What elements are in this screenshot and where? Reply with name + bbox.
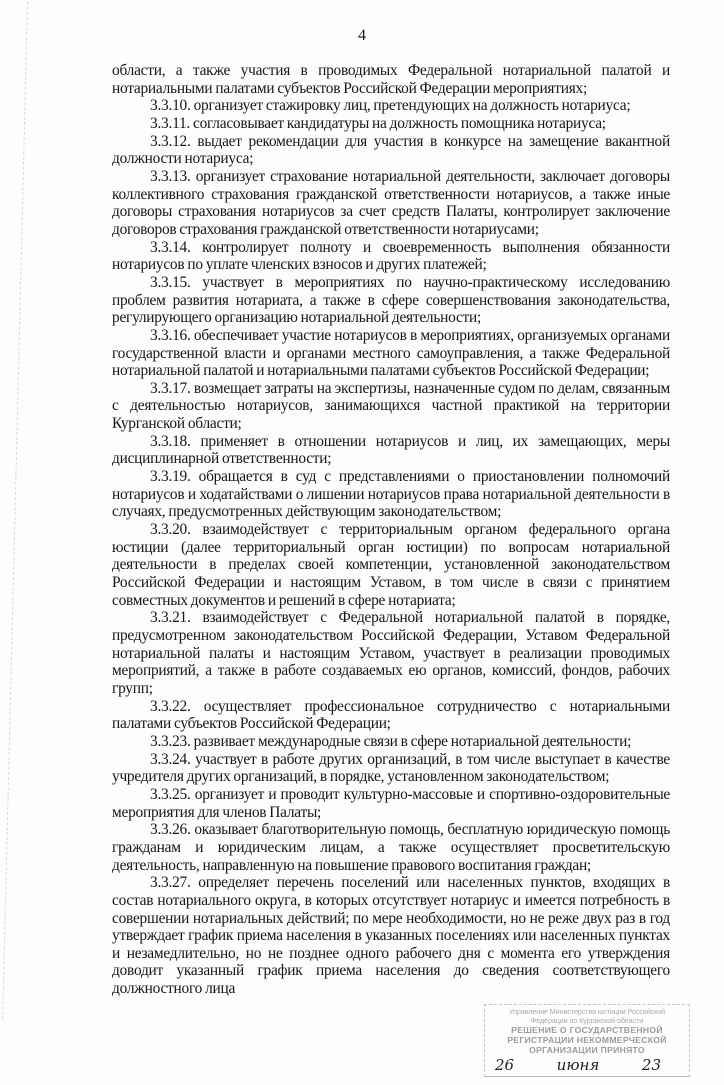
stamp-area: [0, 998, 724, 1085]
stamp-decision-line-2: РЕГИСТРАЦИИ НЕКОММЕРЧЕСКОЙ: [507, 1034, 667, 1045]
paragraph-3-3-21: 3.3.21. взаимодействует с Федеральной нотариальной палатой в порядке, предусмотренном законодательством Российской Федерации, Уставом Федеральной нотариальной палаты и настоящим Уставом, участвует в реализации проводимых мероприятий, а также в работе создаваемых ею органов, комиссий, фондов, рабочих групп;: [112, 609, 670, 697]
paragraph-3-3-25: 3.3.25. организует и проводит культурно-массовые и спортивно-оздоровительные мероприятия для членов Палаты;: [112, 785, 670, 821]
paragraph-3-3-10: 3.3.10. организует стажировку лиц, претендующих на должность нотариуса;: [150, 97, 631, 115]
stamp-authority-line-2: Федерации по Курганской области: [530, 1015, 644, 1025]
stamp-date-day: 26: [495, 1055, 515, 1074]
registration-stamp: [484, 1004, 690, 1077]
stamp-date-month: июня: [556, 1055, 600, 1074]
paragraph-3-3-12: 3.3.12. выдает рекомендации для участия в конкурсе на замещение вакантной должности нотариуса;: [112, 132, 670, 168]
paragraph-3-3-15: 3.3.15. участвует в мероприятиях по научно-практическому исследованию проблем развития нотариата, а также в сфере совершенствования законодательства, регулирующего организацию нотариальной деятельности;: [112, 273, 670, 327]
scan-artifact-line: [2, 2, 28, 1022]
paragraph-3-3-16: 3.3.16. обеспечивает участие нотариусов в мероприятиях, организуемых органами государственной власти и органами местного самоуправления, а также Федеральной нотариальной палатой и нотариальными палатами субъектов Российской Федерации;: [112, 326, 670, 380]
paragraph-3-3-13: 3.3.13. организует страхование нотариальной деятельности, заключает договоры коллективного страхования гражданской ответственности нотариусов, а также иные договоры страхования нотариусов за счет средств Палаты, контролирует заключение договоров страхования гражданской ответственности нотариусами;: [112, 167, 670, 238]
paragraph-3-3-14: 3.3.14. контролирует полноту и своевременность выполнения обязанности нотариусов по уплате членских взносов и других платежей;: [112, 238, 670, 274]
paragraph-3-3-26: 3.3.26. оказывает благотворительную помощь, бесплатную юридическую помощь гражданам и юридическим лицам, а также осуществляет просветительскую деятельность, направленную на повышение правового воспитания граждан;: [112, 821, 670, 874]
paragraph-3-3-11: 3.3.11. согласовывает кандидатуры на должность помощника нотариуса;: [150, 114, 606, 132]
stamp-decision-line-1: РЕШЕНИЕ О ГОСУДАРСТВЕННОЙ: [511, 1024, 663, 1035]
stamp-date-year: 23: [641, 1055, 661, 1074]
paragraph-3-3-27: 3.3.27. определяет перечень поселений или населенных пунктов, входящих в состав нотариального округа, в которых отсутствует нотариус и имеется потребность в совершении нотариальных действий; по мере необходимости, но не реже двух раз в год утверждает график приема населения в указанных поселениях или населенных пунктах и незамедлительно, но не позднее одного рабочего дня с момента его утверждения доводит указанный график приема населения до сведения соответствующего должностного лица: [112, 874, 670, 998]
stamp-date: [487, 1055, 687, 1074]
stamp-decision-line-3: ОРГАНИЗАЦИИ ПРИНЯТО: [529, 1044, 645, 1055]
paragraph-3-3-17: 3.3.17. возмещает затраты на экспертизы, назначенные судом по делам, связанным с деятельностью нотариусов, занимающихся частной практикой на территории Курганской области;: [112, 379, 670, 433]
paragraph-3-3-22: 3.3.22. осуществляет профессиональное сотрудничество с нотариальными палатами субъектов Российской Федерации;: [112, 697, 670, 733]
paragraph-continuation: области, а также участия в проводимых Федеральной нотариальной палатой и нотариальными палатами субъектов Российской Федерации мероприятиях;: [112, 62, 670, 97]
document-body: [112, 62, 670, 998]
paragraph-3-3-18: 3.3.18. применяет в отношении нотариусов и лиц, их замещающих, меры дисциплинарной ответственности;: [112, 432, 670, 468]
paragraph-3-3-24: 3.3.24. участвует в работе других организаций, в том числе выступает в качестве учредителя других организаций, в порядке, установленном законодательством;: [112, 750, 670, 786]
page-number: 4: [358, 27, 366, 44]
stamp-authority-line-1: Управление Министерства юстиции Российской: [508, 1006, 666, 1016]
paragraph-3-3-20: 3.3.20. взаимодействует с территориальным органом федерального органа юстиции (далее территориальный орган юстиции) по вопросам нотариальной деятельности в пределах своей компетенции, установленной законодательством Российской Федерации и настоящим Уставом, в том числе в связи с принятием совместных документов и решений в сфере нотариата;: [112, 521, 670, 609]
paragraph-3-3-19: 3.3.19. обращается в суд с представлениями о приостановлении полномочий нотариусов и ходатайствами о лишении нотариусов права нотариальной деятельности в случаях, предусмотренных действующим законодательством;: [112, 468, 670, 521]
paragraph-3-3-23: 3.3.23. развивает международные связи в сфере нотариальной деятельности;: [150, 732, 632, 750]
